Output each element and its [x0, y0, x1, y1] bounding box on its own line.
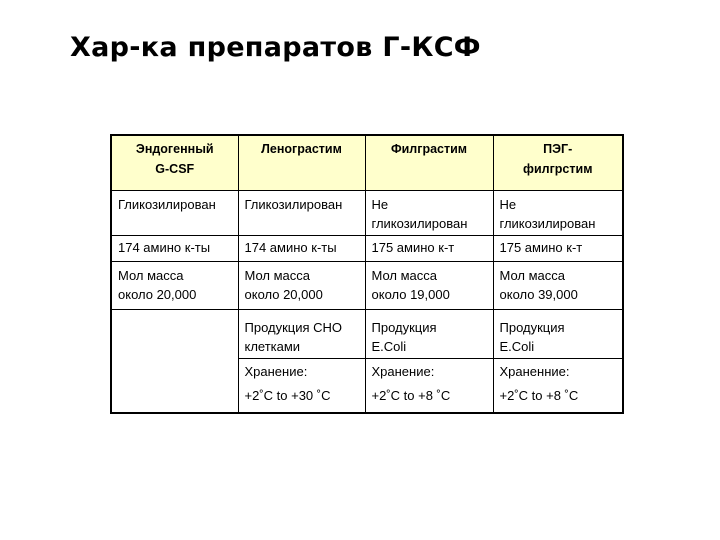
- table-cell: [238, 262, 365, 310]
- header-line: ПЭГ-: [543, 142, 573, 156]
- header-lenograstim: [238, 135, 365, 191]
- cell-line: Хранение:: [371, 364, 435, 379]
- cell-line: Мол масса: [244, 268, 311, 283]
- cell-line: гликозилирован: [499, 216, 596, 231]
- cell-line: 175 амино к-т: [371, 240, 455, 255]
- header-line: Филграстим: [390, 142, 468, 156]
- cell-line: Не: [371, 197, 389, 212]
- cell-line: Гликозилирован: [244, 197, 343, 212]
- cell-line: гликозилирован: [371, 216, 468, 231]
- table-cell: [365, 310, 493, 359]
- cell-line: Храненние:: [499, 364, 570, 379]
- cell-line: около 39,000: [499, 287, 578, 302]
- cell-line: E.Coli: [371, 339, 407, 354]
- table-cell: [493, 262, 623, 310]
- cell-line: +2˚C to +8 ˚C: [371, 388, 451, 403]
- header-line: филгрстим: [523, 162, 593, 176]
- cell-line: 174 амино к-ты: [244, 240, 337, 255]
- table-row-amino-acids: [111, 236, 623, 262]
- cell-line: Гликозилирован: [118, 197, 216, 212]
- cell-line: около 20,000: [118, 287, 197, 302]
- cell-line: 174 амино к-ты: [118, 240, 211, 255]
- table-cell: [238, 236, 365, 262]
- table-cell-empty: [111, 310, 238, 359]
- table-cell-empty: [111, 359, 238, 414]
- table-row-molecular-mass: [111, 262, 623, 310]
- cell-line: Продукция CHO: [244, 320, 343, 335]
- table-cell: [365, 359, 493, 414]
- table-cell: [365, 191, 493, 236]
- cell-line: около 19,000: [371, 287, 450, 302]
- table-cell: [493, 359, 623, 414]
- table-cell: [365, 236, 493, 262]
- table-cell: [111, 262, 238, 310]
- cell-line: Мол масса: [118, 268, 184, 283]
- cell-line: +2˚C to +8 ˚C: [499, 388, 579, 403]
- table-cell: [365, 262, 493, 310]
- table-cell: [238, 359, 365, 414]
- cell-line: Продукция: [371, 320, 437, 335]
- comparison-table: [110, 134, 624, 414]
- table-cell: [111, 236, 238, 262]
- cell-line: E.Coli: [499, 339, 535, 354]
- table-cell: [238, 191, 365, 236]
- table-row-storage: [111, 359, 623, 414]
- table-cell: [493, 191, 623, 236]
- cell-line: Мол масса: [499, 268, 566, 283]
- table-row-glycosylation: [111, 191, 623, 236]
- table-header-row: [111, 135, 623, 191]
- cell-line: Продукция: [499, 320, 565, 335]
- cell-line: Не: [499, 197, 517, 212]
- cell-line: Хранение:: [244, 364, 308, 379]
- table-cell: [493, 310, 623, 359]
- header-line: Эндогенный: [135, 142, 214, 156]
- cell-line: +2˚C to +30 ˚C: [244, 388, 331, 403]
- header-endogenous-gcsf: [111, 135, 238, 191]
- table-cell: [493, 236, 623, 262]
- cell-line: 175 амино к-т: [499, 240, 583, 255]
- slide-title: Хар-ка препаратов Г-КСФ: [70, 32, 481, 63]
- header-line: Ленограстим: [261, 142, 342, 156]
- header-line: G-CSF: [155, 162, 195, 176]
- header-filgrastim: [365, 135, 493, 191]
- header-peg-filgrastim: [493, 135, 623, 191]
- cell-line: Мол масса: [371, 268, 438, 283]
- cell-line: около 20,000: [244, 287, 323, 302]
- table-cell: [111, 191, 238, 236]
- cell-line: клетками: [244, 339, 301, 354]
- table-row-production: [111, 310, 623, 359]
- table-cell: [238, 310, 365, 359]
